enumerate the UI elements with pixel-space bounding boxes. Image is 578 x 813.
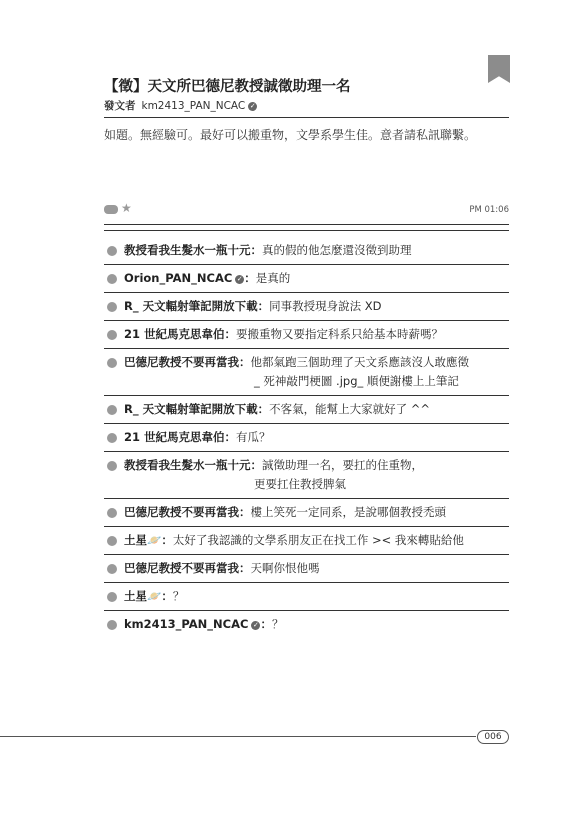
comment-author[interactable]: 土星🪐 xyxy=(124,533,162,547)
divider xyxy=(104,230,509,231)
comment-author[interactable]: 土星🪐 xyxy=(124,589,162,603)
comment-separator: ： xyxy=(257,299,270,313)
comment-text: 同事教授現身說法 XD xyxy=(269,299,382,313)
comment-item[interactable] xyxy=(104,396,509,424)
avatar-dot-icon xyxy=(107,536,117,546)
avatar-dot-icon xyxy=(107,330,117,340)
comment-item[interactable] xyxy=(104,555,509,583)
comment-text: 他都氣跑三個助理了天文系應該沒人敢應徵 xyxy=(250,355,469,369)
avatar-dot-icon xyxy=(107,461,117,471)
comment-icon[interactable] xyxy=(104,205,118,214)
comment-text: 誠徵助理一名，要扛的住重物， xyxy=(262,458,423,472)
avatar-dot-icon xyxy=(107,508,117,518)
comment-author[interactable]: Orion_PAN_NCAC xyxy=(124,271,233,285)
avatar-dot-icon xyxy=(107,274,117,284)
poster-label: 發文者 xyxy=(104,100,136,112)
comment-item[interactable] xyxy=(104,349,509,396)
comment-list xyxy=(104,237,509,638)
divider xyxy=(104,224,509,225)
avatar-dot-icon xyxy=(107,246,117,256)
star-icon[interactable]: ★ xyxy=(121,201,132,215)
poster-line xyxy=(104,98,257,113)
comment-author[interactable]: 21 世紀馬克思韋伯 xyxy=(124,430,225,444)
comment-item[interactable] xyxy=(104,452,509,499)
comment-separator: ： xyxy=(161,533,173,547)
comment-separator: ： xyxy=(239,355,251,369)
comment-author[interactable]: 巴德尼教授不要再當我 xyxy=(124,505,239,519)
comment-text: 是真的 xyxy=(255,271,291,285)
comment-author[interactable]: km2413_PAN_NCAC xyxy=(124,617,249,631)
comment-text-continued: 更要扛住教授脾氣 xyxy=(254,477,346,491)
comment-text: 要搬重物又要指定科系只給基本時薪嗎？ xyxy=(236,327,444,341)
avatar-dot-icon xyxy=(107,620,117,630)
comment-separator: ： xyxy=(161,589,173,603)
comment-text: 天啊你恨他嗎 xyxy=(250,561,320,575)
comment-text-continued: _ 死神敲門梗圖 .jpg_ 順便謝樓上上筆記 xyxy=(254,374,459,388)
comment-text: 有瓜？ xyxy=(236,430,271,444)
comment-author[interactable]: R_ 天文輻射筆記開放下載 xyxy=(124,402,258,416)
comment-item[interactable] xyxy=(104,321,509,349)
post-title: 【徵】天文所巴德尼教授誠徵助理一名 xyxy=(104,79,351,95)
bookmark-icon[interactable] xyxy=(488,55,510,83)
comment-text: 真的假的他怎麼還沒徵到助理 xyxy=(262,243,412,257)
comment-author[interactable]: 教授看我生髮水一瓶十元 xyxy=(124,243,251,257)
comment-separator: ： xyxy=(260,617,272,631)
verified-badge-icon: ✓ xyxy=(249,102,256,110)
poster-name[interactable]: km2413_PAN_NCAC xyxy=(141,100,246,112)
comment-item[interactable] xyxy=(104,293,509,321)
page-number: 006 xyxy=(477,730,509,744)
post-body: 如題。無經驗可。最好可以搬重物，文學系學生佳。意者請私訊聯繫。 xyxy=(104,128,477,142)
avatar-dot-icon xyxy=(107,433,117,443)
verified-badge-icon: ✓ xyxy=(236,275,243,283)
comment-separator: ： xyxy=(224,430,237,444)
comment-author[interactable]: 21 世紀馬克思韋伯 xyxy=(124,327,225,341)
comment-item[interactable] xyxy=(104,583,509,611)
comment-text: 太好了我認識的文學系朋友正在找工作 >< 我來轉貼給他 xyxy=(172,533,464,547)
avatar-dot-icon xyxy=(107,564,117,574)
comment-separator: ： xyxy=(239,561,251,575)
comment-separator: ： xyxy=(239,505,251,519)
comment-separator: ： xyxy=(224,327,237,341)
comment-author[interactable]: 巴德尼教授不要再當我 xyxy=(124,561,239,575)
comment-item[interactable] xyxy=(104,265,509,293)
comment-item[interactable] xyxy=(104,424,509,452)
comment-item[interactable] xyxy=(104,611,509,638)
comment-text: ？ xyxy=(271,617,284,631)
comment-separator: ： xyxy=(250,458,262,472)
comment-author[interactable]: 巴德尼教授不要再當我 xyxy=(124,355,239,369)
comment-author[interactable]: R_ 天文輻射筆記開放下載 xyxy=(124,299,258,313)
comment-text: ？ xyxy=(172,589,185,603)
comment-item[interactable] xyxy=(104,527,509,555)
page-footer-rule xyxy=(0,736,476,737)
comment-item[interactable] xyxy=(104,237,509,265)
divider xyxy=(104,117,509,118)
post-timestamp: PM 01:06 xyxy=(469,205,509,215)
comment-separator: ： xyxy=(244,271,256,285)
comment-text: 樓上笑死一定同系，是說哪個教授禿頭 xyxy=(250,505,446,519)
avatar-dot-icon xyxy=(107,302,117,312)
avatar-dot-icon xyxy=(107,405,117,415)
comment-text: 不客氣，能幫上大家就好了 ^^ xyxy=(269,402,431,416)
post-meta xyxy=(104,201,509,218)
avatar-dot-icon xyxy=(107,358,117,368)
comment-separator: ： xyxy=(250,243,262,257)
comment-item[interactable] xyxy=(104,499,509,527)
comment-separator: ： xyxy=(257,402,270,416)
comment-author[interactable]: 教授看我生髮水一瓶十元 xyxy=(124,458,251,472)
verified-badge-icon: ✓ xyxy=(253,621,259,629)
avatar-dot-icon xyxy=(107,592,117,602)
